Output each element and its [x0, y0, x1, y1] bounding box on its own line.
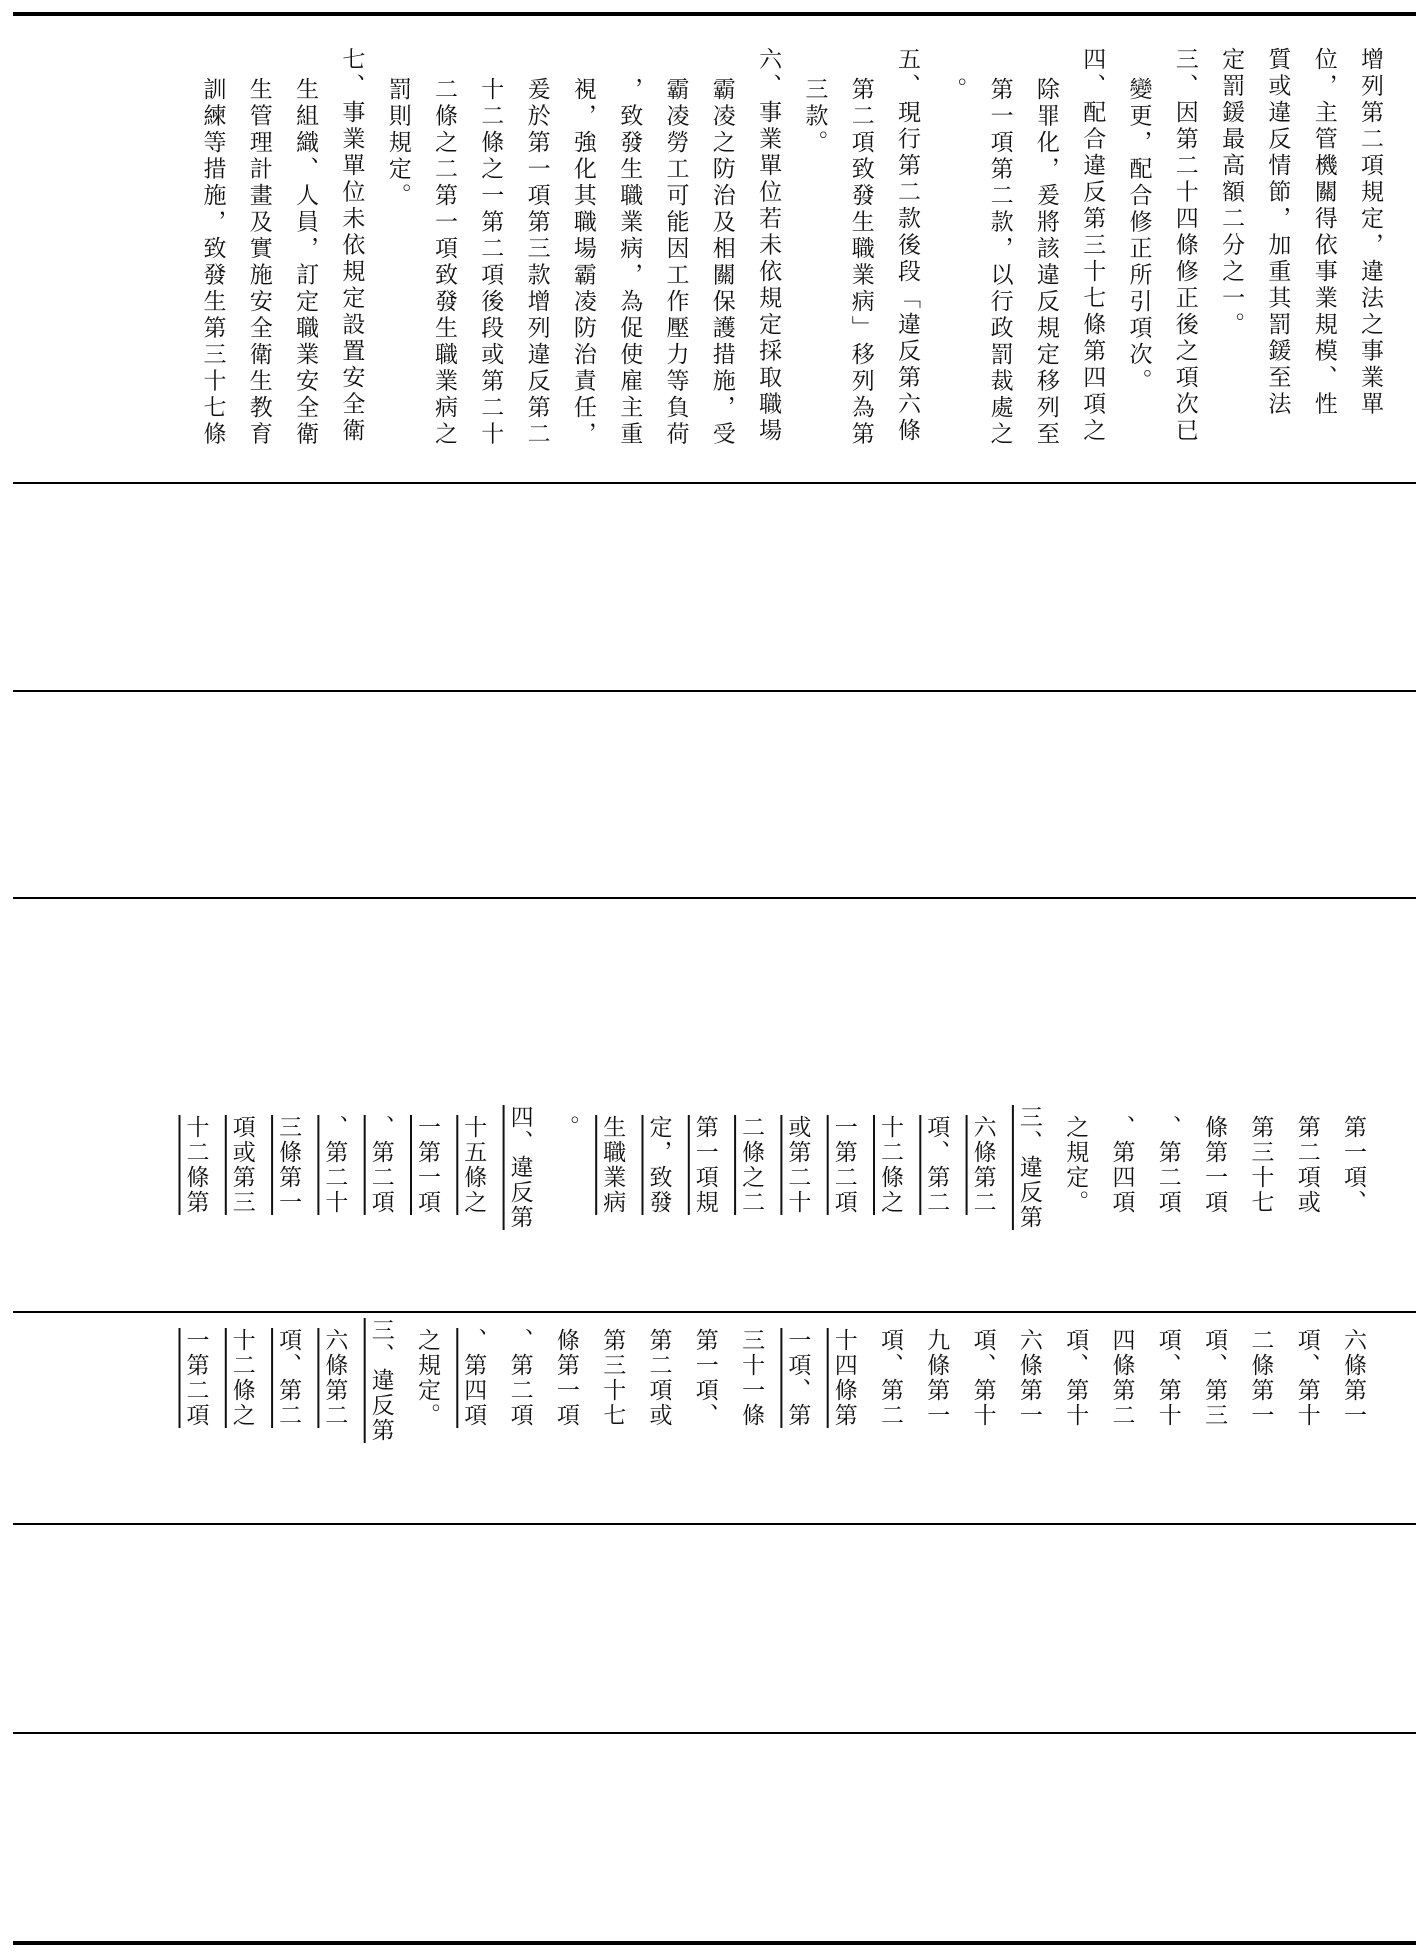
current-line: 項、第三 [1201, 1328, 1228, 1428]
amended-line: 定，致發 [645, 1115, 672, 1215]
current-line: 第一項、 [691, 1328, 718, 1428]
amended-line: 三、違反第 [1015, 1105, 1042, 1230]
explanation-line: 視，強化其職場霸凌防治責任， [569, 77, 596, 448]
amended-line: 項、第二 [923, 1115, 950, 1215]
current-line: 一第二項 [182, 1328, 209, 1428]
current-line: 四條第二 [1108, 1328, 1135, 1428]
current-line: 項、第十 [1062, 1328, 1089, 1428]
explanation-line: 二條之二第一項致發生職業病之 [431, 77, 457, 448]
current-line: 第三十七 [599, 1328, 626, 1428]
explanation-line: 爰於第一項第三款增列違反第二 [523, 77, 550, 448]
amended-line: 之規定。 [1062, 1115, 1089, 1215]
page-bottom-rule [13, 1941, 1416, 1945]
explanation-line: 變更，配合修正所引項次。 [1125, 77, 1152, 395]
amended-line: 、第二項 [367, 1115, 394, 1215]
current-line: 項、第二 [275, 1328, 302, 1428]
amended-line: 第一項規 [691, 1115, 718, 1215]
current-line: 六條第一 [1015, 1328, 1042, 1428]
current-line: 第二項或 [645, 1328, 672, 1428]
amended-line: 。 [552, 1115, 579, 1140]
current-line: 一項、第 [784, 1328, 811, 1428]
row-divider [13, 1311, 1416, 1313]
amended-line: 二條之二 [738, 1115, 765, 1215]
current-line: 二條第一 [1247, 1328, 1274, 1428]
explanation-line: 三、因第二十四條修正後之項次已 [1171, 47, 1198, 445]
current-provision-column [0, 1318, 1427, 1518]
row-divider [13, 1732, 1416, 1734]
current-line: 十四條第 [830, 1328, 857, 1428]
current-line: 項、第二 [877, 1328, 903, 1428]
current-line: 項、第十 [1154, 1328, 1181, 1428]
explanation-line: 六、事業單位若未依規定採取職場 [755, 47, 782, 445]
amended-line: 項或第三 [228, 1115, 255, 1215]
explanation-line: 增列第二項規定，違法之事業單 [1357, 47, 1383, 418]
explanation-line: 位，主管機關得依事業規模、性 [1310, 47, 1337, 418]
amended-line: 四、違反第 [506, 1105, 533, 1230]
amended-line: 一第二項 [830, 1115, 857, 1215]
explanation-line: 定罰鍰最高額二分之一。 [1218, 47, 1245, 339]
amended-line: 十二條第 [182, 1115, 209, 1215]
explanation-line: 第二項致發生職業病」移列為第 [847, 77, 874, 448]
explanation-line: 七、事業單位未依規定設置安全衛 [338, 47, 365, 445]
current-line: 六條第一 [1340, 1328, 1366, 1428]
current-line: 項、第十 [969, 1328, 996, 1428]
explanation-line: 霸凌勞工可能因工作壓力等負荷 [662, 77, 689, 448]
row-divider [13, 1523, 1416, 1525]
amended-line: 、第二項 [1154, 1115, 1181, 1215]
amended-line: 生職業病 [599, 1115, 626, 1215]
amended-line: 第一項、 [1340, 1115, 1366, 1215]
explanation-line: 四、配合違反第三十七條第四項之 [1079, 47, 1106, 445]
amended-line: 十五條之 [460, 1115, 487, 1215]
current-line: 之規定。 [414, 1328, 440, 1428]
row-divider [13, 690, 1416, 692]
explanation-line: 生組織、人員，訂定職業安全衛 [292, 77, 319, 448]
amended-line: 第二項或 [1293, 1115, 1320, 1215]
amended-line: 條第一項 [1201, 1115, 1228, 1215]
explanation-line: 質或違反情節，加重其罰鍰至法 [1264, 47, 1291, 418]
explanation-line: 。 [940, 77, 967, 104]
amended-line: 三條第一 [275, 1115, 302, 1215]
current-line: 、第二項 [506, 1328, 533, 1428]
amended-line: 、第二十 [321, 1115, 348, 1215]
explanation-column [3, 22, 1401, 462]
current-line: 九條第一 [923, 1328, 950, 1428]
explanation-line: 罰則規定。 [384, 77, 411, 210]
amended-line: 、第四項 [1108, 1115, 1135, 1215]
amended-line: 十二條之 [877, 1115, 903, 1215]
current-line: 十二條之 [228, 1328, 255, 1428]
current-line: 六條第二 [321, 1328, 348, 1428]
explanation-line: 生管理計畫及實施安全衛生教育 [245, 77, 272, 448]
explanation-line: 第一項第二款，以行政罰裁處之 [986, 77, 1013, 448]
current-line: 三十一條 [738, 1328, 765, 1428]
page-top-rule [13, 12, 1416, 16]
amended-line: 或第二十 [784, 1115, 811, 1215]
explanation-line: 十二條之一第二項後段或第二十 [477, 77, 504, 448]
current-line: 條第一項 [552, 1328, 579, 1428]
explanation-line: 除罪化，爰將該違反規定移列至 [1032, 77, 1059, 448]
explanation-line: 訓練等措施，致發生第三十七條 [199, 77, 226, 448]
amended-line: 第三十七 [1247, 1115, 1274, 1215]
row-divider [13, 482, 1416, 484]
explanation-line: ，致發生職業病，為促使雇主重 [616, 77, 643, 448]
amended-provision-column [0, 1105, 1427, 1305]
row-divider [13, 897, 1416, 899]
current-line: 項、第十 [1293, 1328, 1320, 1428]
current-line: 、第四項 [460, 1328, 487, 1428]
explanation-line: 三款。 [801, 77, 828, 157]
current-line: 三、違反第 [367, 1318, 394, 1443]
amended-line: 一第一項 [414, 1115, 440, 1215]
amended-line: 六條第二 [969, 1115, 996, 1215]
explanation-line: 五、現行第二款後段「違反第六條 [894, 47, 920, 445]
explanation-line: 霸凌之防治及相關保護措施，受 [708, 77, 735, 448]
